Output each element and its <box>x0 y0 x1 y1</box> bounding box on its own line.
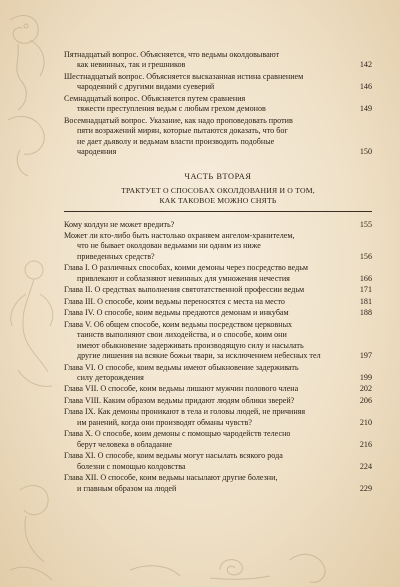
dot-leader <box>188 462 358 472</box>
dot-leader <box>254 418 358 428</box>
toc-entry-line <box>64 297 372 307</box>
toc-entry-line <box>64 363 372 373</box>
page-number: 146 <box>359 82 372 92</box>
dot-leader <box>306 286 358 296</box>
dot-leader <box>216 83 358 93</box>
dot-leader <box>292 274 358 284</box>
page-number: 149 <box>359 104 372 114</box>
toc-entry-text: и главным образом на людей <box>77 483 177 493</box>
page-number: 199 <box>359 372 372 382</box>
toc-entry <box>64 297 372 307</box>
toc-entry-text: что не бывает околдован ведьмами ни одним из ниже <box>77 241 261 251</box>
dot-leader <box>146 373 358 383</box>
part-title: ЧАСТЬ ВТОРАЯ <box>184 172 252 182</box>
toc-entry-line <box>64 418 372 428</box>
toc-entry-text: Глава II. О средствах выполнения святотатственной профессии ведьм <box>64 285 305 295</box>
toc-entry-text: Кому колдун не может вредить? <box>64 219 175 229</box>
dot-leader <box>176 220 358 230</box>
toc-entry <box>64 473 372 494</box>
toc-entry-line <box>64 407 372 417</box>
toc-entry-text: чародеяний с другими видами суеверий <box>77 82 215 92</box>
toc-entry <box>64 231 372 262</box>
toc-entry-line <box>64 320 372 330</box>
page-number: 216 <box>359 439 372 449</box>
toc-entry-line <box>64 330 372 340</box>
toc-entry-line <box>64 351 372 361</box>
page-number: 166 <box>359 273 372 283</box>
toc-entry-text: пяти возражений мирян, которые пытаются доказать, что бог <box>77 126 288 136</box>
toc-entry-text: Глава XII. О способе, коим ведьмы насылают другие болезни, <box>64 473 278 483</box>
toc-entry-text: Глава VIII. Каким образом ведьмы придают людям облики зверей? <box>64 395 295 405</box>
page-number: 156 <box>359 251 372 261</box>
page-number: 229 <box>359 483 372 493</box>
toc-entry-text: как невинных, так и грешников <box>77 60 186 70</box>
page-number: 210 <box>359 417 372 427</box>
toc-entry-text: таинств выполняют свои лиходейства, и о способе, коим они <box>77 330 287 340</box>
toc-entry-line <box>64 94 372 104</box>
toc-entry-line <box>64 341 372 351</box>
toc-entry-line <box>64 484 372 494</box>
toc-entry <box>64 72 372 93</box>
toc-entry-line <box>64 72 372 82</box>
dot-leader <box>323 351 358 361</box>
part2-heading <box>64 172 372 211</box>
toc-entry <box>64 407 372 428</box>
page-number: 142 <box>359 60 372 70</box>
dot-leader <box>268 105 358 115</box>
toc-entry-text: Глава V. Об общем способе, коим ведьмы посредством церковных <box>64 319 293 329</box>
toc-entry-text: тяжести преступления ведьм с любым грехом демонов <box>77 104 266 114</box>
table-of-contents <box>64 50 372 495</box>
toc-entry-text: чародеяния <box>77 146 117 156</box>
toc-entry-line <box>64 82 372 92</box>
toc-entry-line <box>64 137 372 147</box>
page-number: 181 <box>359 296 372 306</box>
toc-entry-text: приведенных средств? <box>77 251 155 261</box>
toc-entry-text: Глава IX. Как демоны проникают в тела и головы людей, не причиняя <box>64 407 306 417</box>
toc-entry-line <box>64 462 372 472</box>
snail-icon <box>120 540 340 587</box>
kneeling-figure-icon <box>0 250 64 400</box>
dot-leader <box>291 309 358 319</box>
toc-entry-text: Может ли кто-либо быть настолько охраняем ангелом-хранителем, <box>64 231 295 241</box>
toc-entry-line <box>64 373 372 383</box>
toc-entry-line <box>64 285 372 295</box>
dot-leader <box>157 252 358 262</box>
dot-leader <box>300 385 358 395</box>
toc-entry <box>64 320 372 362</box>
toc-entry-line <box>64 241 372 251</box>
toc-entry <box>64 396 372 406</box>
toc-entry-text: Глава XI. О способе, коим ведьмы могут насылать всякого рода <box>64 451 283 461</box>
toc-entry <box>64 285 372 295</box>
dot-leader <box>187 61 357 71</box>
toc-entry-text: Восемнадцатый вопрос. Указание, как надо проповедовать против <box>64 115 293 125</box>
dot-leader <box>118 147 358 157</box>
toc-entry-line <box>64 308 372 318</box>
toc-entry <box>64 308 372 318</box>
toc-entry <box>64 94 372 115</box>
toc-entry-line <box>64 231 372 241</box>
toc-entry-line <box>64 104 372 114</box>
toc-entry-text: Глава X. О способе, коим демоны с помощью чародейств телесно <box>64 429 291 439</box>
toc-entry-line <box>64 396 372 406</box>
page-number: 155 <box>359 219 372 229</box>
toc-entry-line <box>64 147 372 157</box>
toc-entry-line <box>64 60 372 70</box>
toc-entry-text: другие лишения на всякие божьи твари, за исключением небесных тел <box>77 351 321 360</box>
toc-entry-line <box>64 116 372 126</box>
toc-entry-text: Глава VII. О способе, коим ведьмы лишают мужчин полового члена <box>64 384 299 394</box>
page-number: 150 <box>359 146 372 156</box>
toc-entry-line <box>64 252 372 262</box>
toc-entry-line <box>64 274 372 284</box>
page-number: 197 <box>359 351 372 360</box>
dot-leader <box>287 297 358 307</box>
part2-list <box>64 220 372 494</box>
toc-entry-text: Глава VI. О способе, коим ведьмы имеют обыкновение задерживать <box>64 362 299 372</box>
toc-entry-line <box>64 384 372 394</box>
dot-leader <box>178 484 358 494</box>
dot-leader <box>174 440 358 450</box>
toc-entry-text: Глава III. О способе, коим ведьмы переносятся с места на место <box>64 296 285 306</box>
toc-entry-text: им ранений, когда они производят обманы чувств? <box>77 417 252 427</box>
toc-entry <box>64 363 372 384</box>
toc-entry-text: имеют обыкновение задерживать производящую силу и насылать <box>77 340 304 350</box>
toc-entry-line <box>64 473 372 483</box>
page-number: 171 <box>359 285 372 295</box>
toc-entry <box>64 451 372 472</box>
toc-entry <box>64 116 372 158</box>
toc-entry-text: Семнадцатый вопрос. Объясняется путем сравнения <box>64 93 246 103</box>
toc-entry-line <box>64 263 372 273</box>
toc-entry-line <box>64 50 372 60</box>
part-subtitle-line1: ТРАКТУЕТ О СПОСОБАХ ОКОЛДОВАНИЯ И О ТОМ, <box>121 185 315 195</box>
toc-entry-line <box>64 220 372 230</box>
toc-entry <box>64 50 372 71</box>
toc-entry-line <box>64 440 372 450</box>
page-number: 188 <box>359 308 372 318</box>
page-number: 202 <box>359 384 372 394</box>
toc-entry-text: силу деторождения <box>77 372 144 382</box>
toc-entry <box>64 429 372 450</box>
part-subtitle-line2: КАК ТАКОВОЕ МОЖНО СНЯТЬ <box>159 196 277 206</box>
toc-entry-text: болезни с помощью колдовства <box>77 461 186 471</box>
toc-entry-text: Глава IV. О способе, коим ведьмы предаются демонам и инкубам <box>64 308 289 318</box>
toc-entry-line <box>64 451 372 461</box>
toc-entry-text: Пятнадцатый вопрос. Объясняется, что ведьмы околдовывают <box>64 50 280 59</box>
demon-figure-icon <box>0 470 70 587</box>
toc-entry-text: привлекают и соблазняют невинных для умножения нечестия <box>77 273 290 283</box>
page-number: 206 <box>359 395 372 405</box>
toc-entry-text: Глава I. О различных способах, коими демоны через посредство ведьм <box>64 263 309 273</box>
page-number: 224 <box>359 461 372 471</box>
toc-entry-text: Шестнадцатый вопрос. Объясняется высказанная истина сравнением <box>64 71 304 81</box>
toc-entry <box>64 263 372 284</box>
toc-entry <box>64 220 372 230</box>
toc-entry-line <box>64 126 372 136</box>
toc-entry-text: берут человека в обладание <box>77 439 173 449</box>
toc-entry <box>64 384 372 394</box>
part1-list <box>64 50 372 157</box>
dot-leader <box>296 396 358 406</box>
toc-entry-line <box>64 429 372 439</box>
gargoyle-icon <box>0 0 60 180</box>
divider <box>64 211 372 212</box>
toc-entry-text: не дает дьяволу и ведьмам власти производить подобные <box>77 136 275 146</box>
